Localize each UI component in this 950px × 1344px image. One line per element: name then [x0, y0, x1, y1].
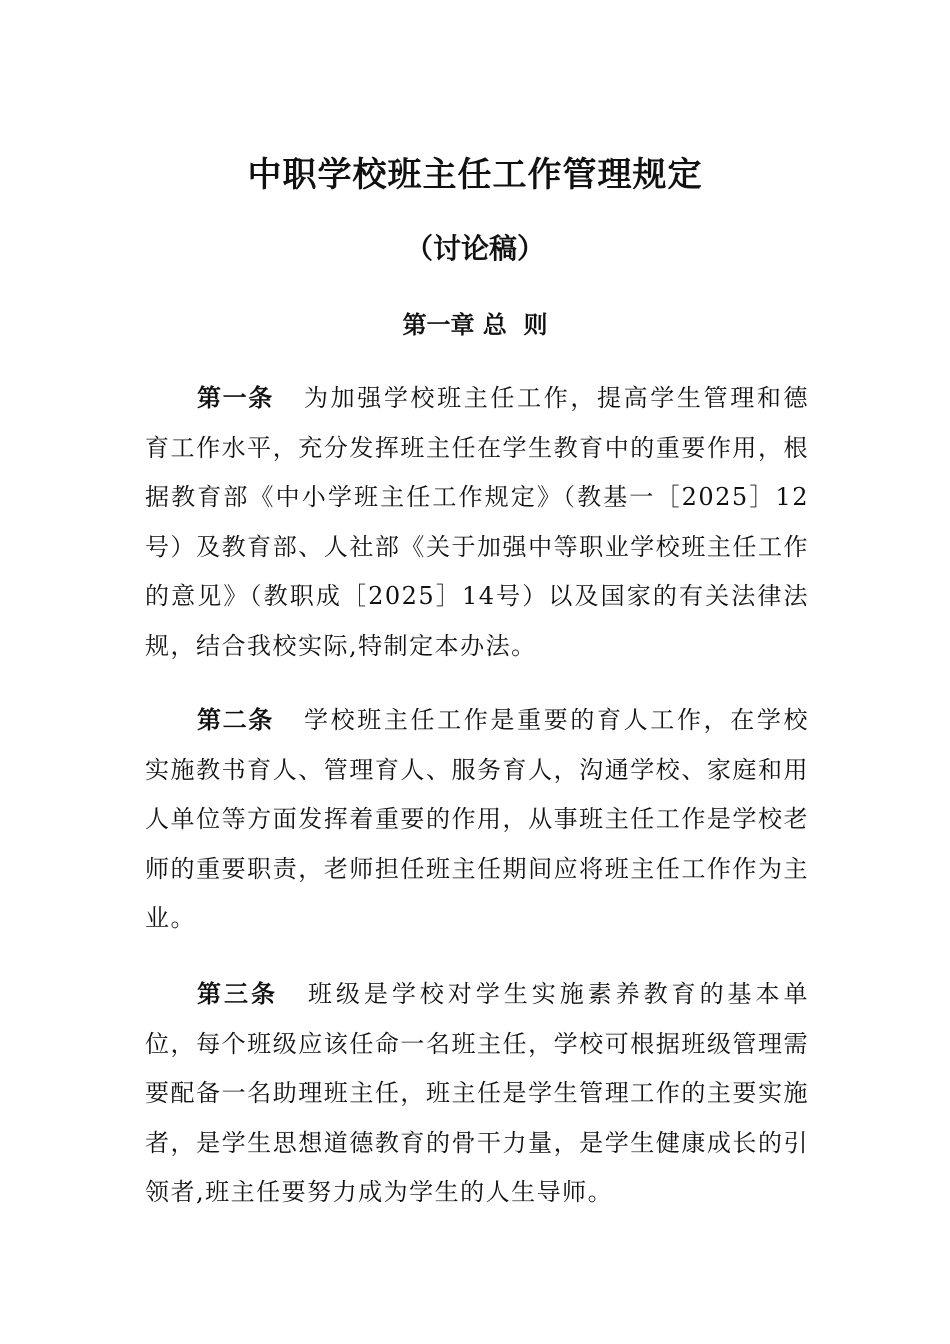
article-text: 学校班主任工作是重要的育人工作，在学校实施教书育人、管理育人、服务育人，沟通学校、家庭和用人单位等方面发挥着重要的作用，从事班主任工作是学校老师的重要职责，老师担任班主任期间应将班主任工作作为主业。	[145, 706, 810, 932]
article-paragraph	[145, 696, 809, 944]
chapter-heading: 第一章 总 则	[402, 311, 548, 339]
article-paragraph	[145, 970, 809, 1218]
article-label: 第一条	[197, 384, 274, 412]
article-text: 班级是学校对学生实施素养教育的基本单位，每个班级应该任命一名班主任，学校可根据班级管理需要配备一名助理班主任，班主任是学生管理工作的主要实施者，是学生思想道德教育的骨干力量，是学生健康成长的引领者,班主任要努力成为学生的人生导师。	[145, 980, 810, 1206]
article-label: 第三条	[197, 980, 278, 1008]
article-label: 第二条	[197, 706, 274, 734]
document-title: 中职学校班主任工作管理规定	[247, 155, 703, 195]
article-paragraph	[145, 374, 809, 671]
article-text: 为加强学校班主任工作，提高学生管理和德育工作水平，充分发挥班主任在学生教育中的重要作用，根据教育部《中小学班主任工作规定》（教基一［2025］12号）及教育部、人社部《关于加强中等职业学校班主任工作的意见》（教职成［2025］14号）以及国家的有关法律法规，结合我校实际,特制定本办法。	[145, 384, 810, 660]
document-subtitle: （讨论稿）	[404, 232, 545, 265]
